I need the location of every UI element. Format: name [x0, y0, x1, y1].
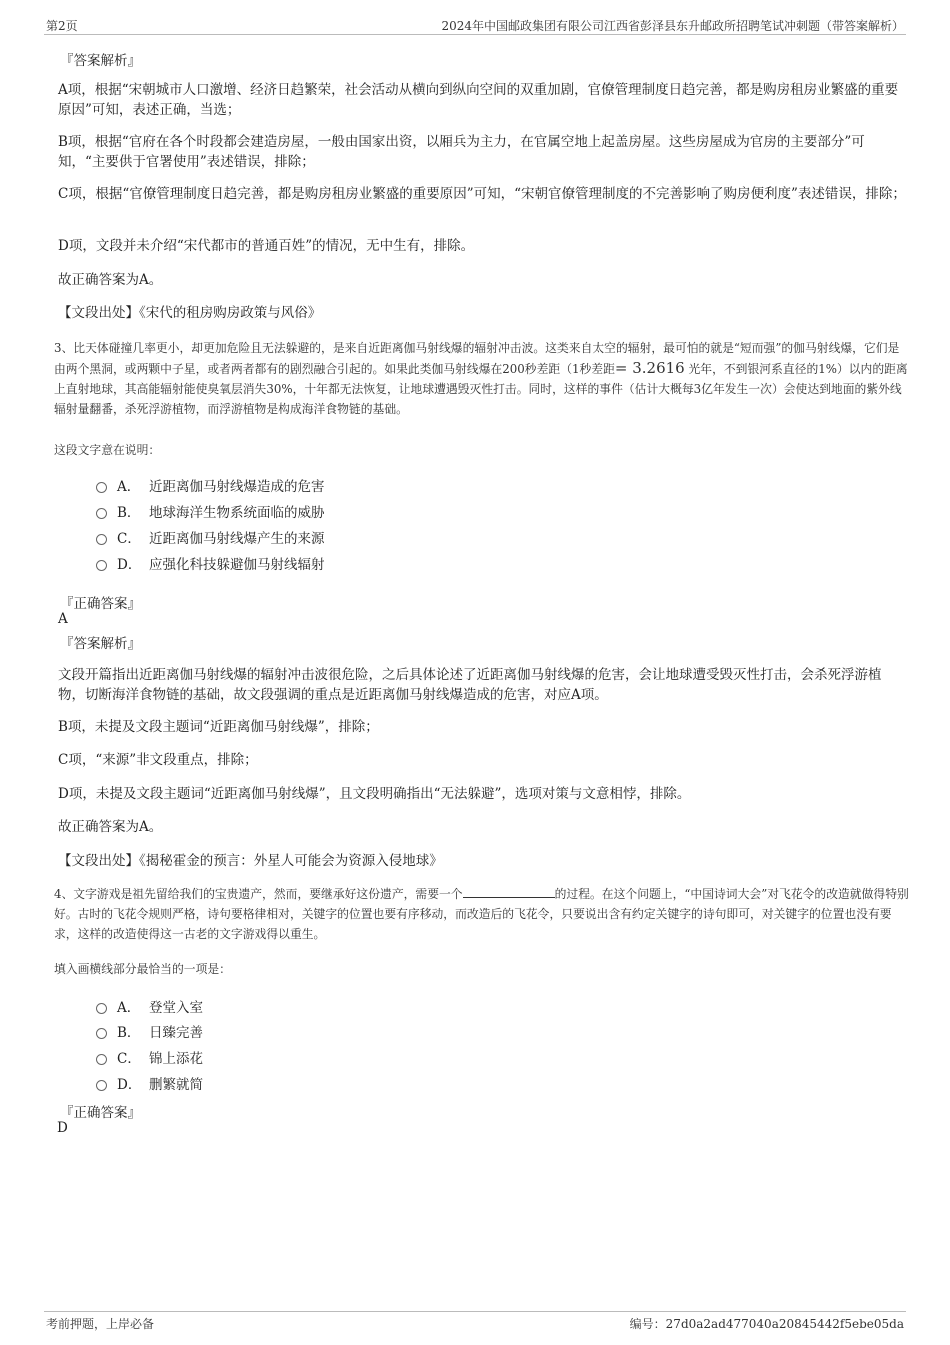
q3-option-b[interactable]: B． 地球海洋生物系统面临的威胁: [96, 501, 325, 521]
question-3-prompt: 这段文字意在说明：: [54, 443, 161, 457]
q3-analysis-c: C项，“来源”非文段重点，排除；: [58, 752, 258, 768]
math-expression: = 3.2616: [614, 359, 685, 377]
source-citation: 【文段出处】《宋代的租房购房政策与风俗》: [58, 305, 322, 321]
header-divider: [44, 34, 906, 35]
correct-answer-label: 『正确答案』: [60, 596, 141, 612]
analysis-d: D项，文段并未介绍“宋代都市的普通百姓”的情况，无中生有，排除。: [58, 238, 475, 254]
radio-icon[interactable]: [96, 1003, 107, 1014]
analysis-b: B项，根据“官府在各个时段都会建造房屋，一般由国家出资，以厢兵为主力，在官属空地上起盖房屋。这些房屋成为官房的主要部分”可知，“主要供于官署使用”表述错误，排除；: [58, 134, 865, 170]
q4-option-b[interactable]: B． 日臻完善: [96, 1021, 203, 1041]
radio-icon[interactable]: [96, 1054, 107, 1065]
radio-icon[interactable]: [96, 534, 107, 545]
radio-icon[interactable]: [96, 1080, 107, 1091]
footer-slogan: 考前押题，上岸必备: [46, 1317, 155, 1331]
radio-icon[interactable]: [96, 560, 107, 571]
q3-analysis-b: B项，未提及文段主题词“近距离伽马射线爆”，排除；: [58, 719, 379, 735]
q3-option-d[interactable]: D． 应强化科技躲避伽马射线辐射: [96, 553, 325, 573]
q3-analysis-conclusion: 故正确答案为A。: [58, 819, 163, 835]
question-4-prompt: 填入画横线部分最恰当的一项是：: [54, 962, 231, 976]
q3-analysis-d: D项，未提及文段主题词“近距离伽马射线爆”，且文段明确指出“无法躲避”，选项对策与文意相悖，排除。: [58, 786, 691, 802]
footer-divider: [44, 1311, 906, 1312]
analysis-c: C项，根据“官僚管理制度日趋完善，都是购房租房业繁盛的重要原因”可知，“宋朝官僚管理制度的不完善影响了购房便利度”表述错误，排除；: [58, 186, 906, 202]
q3-source-citation: 【文段出处】《揭秘霍金的预言：外星人可能会为资源入侵地球》: [58, 853, 443, 869]
correct-answer: A: [58, 611, 68, 627]
analysis-conclusion: 故正确答案为A。: [58, 272, 163, 288]
analysis-a: A项，根据“宋朝城市人口激增、经济日趋繁荣，社会活动从横向到纵向空间的双重加剧，官僚管理制度日趋完善，都是购房租房业繁盛的重要原因”可知，表述正确，当选；: [58, 82, 899, 118]
page-number: 第2页: [46, 19, 78, 33]
document-title: 2024年中国邮政集团有限公司江西省彭泽县东升邮政所招聘笔试冲刺题（带答案解析）: [441, 19, 904, 33]
analysis-label: 『答案解析』: [60, 636, 141, 652]
q3-analysis-main: 文段开篇指出近距离伽马射线爆的辐射冲击波很危险，之后具体论述了近距离伽马射线爆的危害，会让地球遭受毁灭性打击，会杀死浮游植物，切断海洋食物链的基础，故文段强调的重点是近距离伽马射线爆造成的危害，对应A项。: [58, 667, 882, 703]
fill-blank: [463, 885, 555, 898]
question-4-text: 4、文字游戏是祖先留给我们的宝贵遗产，然而，要继承好这份遗产，需要一个 的过程。在这个问题上，“中国诗词大会”对飞花令的改造就做得特别好。古时的飞花令规则严格，诗句要格律相对，关键字的位置也要有序移动，而改造后的飞花令，只要说出含有约定关键字的诗句即可，对关键字的位置也没有要求，这样的改造使得这一古老的文字游戏得以重生。: [54, 887, 909, 941]
question-3-text: 3、比天体碰撞几率更小，却更加危险且无法躲避的，是来自近距离伽马射线爆的辐射冲击波。这类来自太空的辐射，最可怕的就是“短而强”的伽马射线爆，它们是由两个黑洞，或两颗中子星，或者两者都有的剧烈融合引起的。如果此类伽马射线爆在200秒差距（1秒差距= 3.2616 光年，不到银河系直径的1%）以内的距离上直射地球，其高能辐射能使臭氧层消失30%，十年都无法恢复，让地球遭遇毁灭性打击。同时，这样的事件（估计大概每3亿年发生一次）会使达到地面的紫外线辐射量翻番，杀死浮游植物，而浮游植物是构成海洋食物链的基础。: [54, 341, 908, 416]
q3-option-c[interactable]: C． 近距离伽马射线爆产生的来源: [96, 527, 325, 547]
correct-answer: D: [57, 1120, 68, 1136]
q4-option-d[interactable]: D． 删繁就简: [96, 1073, 203, 1093]
radio-icon[interactable]: [96, 1028, 107, 1039]
document-code: 编号：27d0a2ad477040a20845442f5ebe05da: [629, 1317, 904, 1331]
analysis-label: 『答案解析』: [60, 53, 141, 69]
q4-option-c[interactable]: C． 锦上添花: [96, 1047, 203, 1067]
q3-option-a[interactable]: A． 近距离伽马射线爆造成的危害: [96, 475, 325, 495]
q4-option-a[interactable]: A． 登堂入室: [96, 996, 203, 1016]
correct-answer-label: 『正确答案』: [60, 1105, 141, 1121]
radio-icon[interactable]: [96, 508, 107, 519]
radio-icon[interactable]: [96, 482, 107, 493]
